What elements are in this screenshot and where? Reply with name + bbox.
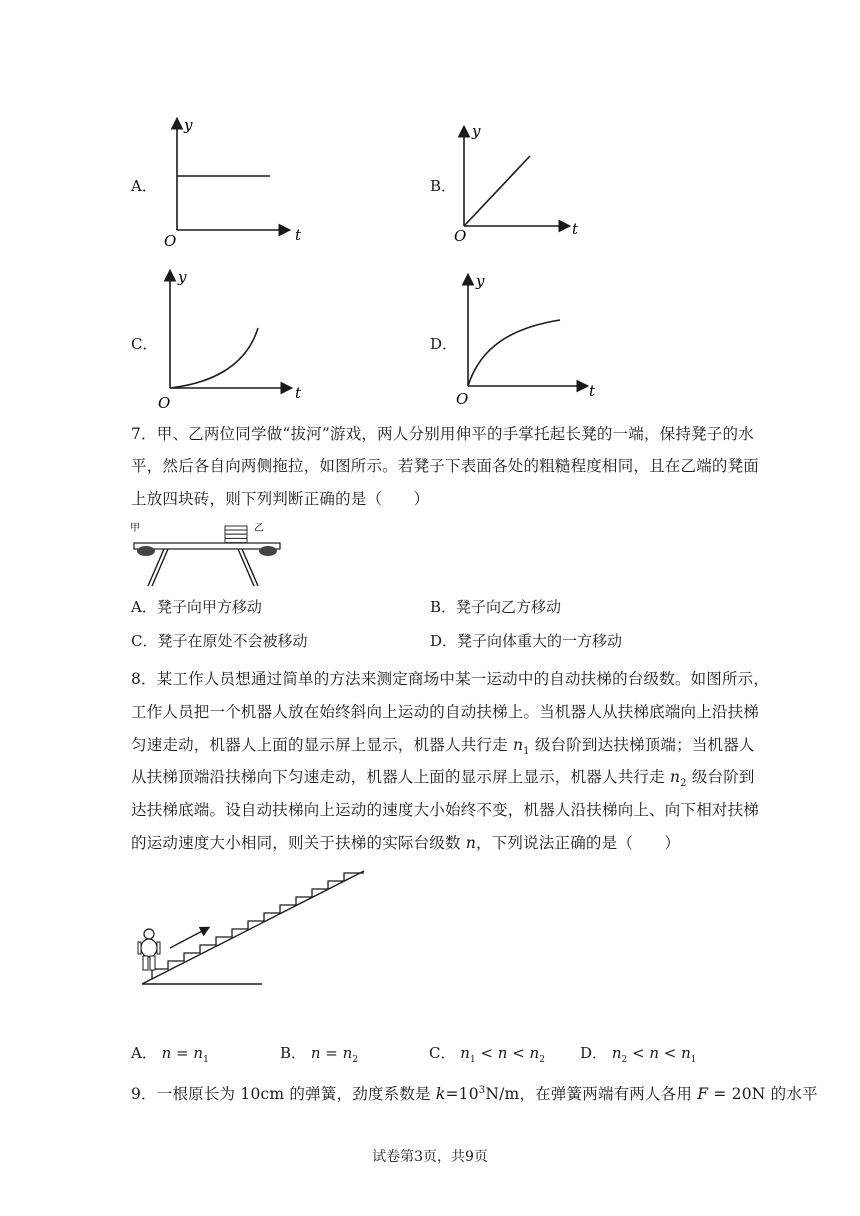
y-label: y — [178, 268, 187, 286]
q7-line-1: 7．甲、乙两位同学做“拔河”游戏，两人分别用伸平的手掌托起长凳的一端，保持凳子的水 — [131, 425, 754, 443]
hand-right — [259, 546, 277, 556]
q7-option-b: B．凳子向乙方移动 — [430, 598, 562, 616]
graph-line — [464, 156, 530, 226]
q7-option-c: C．凳子在原处不会被移动 — [131, 632, 308, 650]
brick — [225, 526, 247, 530]
y-label: y — [476, 272, 485, 290]
graph-d — [450, 268, 610, 412]
brick — [225, 534, 247, 538]
origin-label: O — [456, 390, 469, 408]
q8-option-b: B． $n = n_2$ — [280, 1044, 358, 1065]
q8-line-2: 工作人员把一个机器人放在始终斜向上运动的自动扶梯上。当机器人从扶梯底端向上沿扶梯 — [131, 703, 760, 721]
bench-leg — [152, 549, 168, 586]
page-footer: 试卷第3页，共9页 — [372, 1149, 488, 1165]
yi-label: 乙 — [254, 523, 264, 534]
bench-leg — [238, 549, 254, 586]
bench-figure — [128, 520, 288, 590]
brick — [225, 530, 247, 534]
q9-line-1: 9．一根原长为 10cm 的弹簧，劲度系数是 $k=10^3N/m$，在弹簧两端有两人各用 F = 20N 的水平 — [131, 1085, 818, 1104]
q8-option-d: D． $n_2 < n < n_1$ — [580, 1044, 697, 1065]
y-label: y — [184, 116, 193, 134]
origin-label: O — [164, 232, 177, 247]
q8-option-c: C． $n_1 < n < n_2$ — [429, 1044, 545, 1065]
option-c-label: C． — [131, 335, 158, 353]
q8-line-1: 8．某工作人员想通过简单的方法来测定商场中某一运动中的自动扶梯的台级数。如图所示， — [131, 670, 770, 688]
t-label: t — [572, 220, 579, 238]
q7-line-3: 上放四块砖，则下列判断正确的是（ ） — [131, 490, 430, 508]
bench-top — [134, 543, 280, 549]
q8-line-6: 的运动速度大小相同，则关于扶梯的实际台级数 n，下列说法正确的是（ ） — [131, 834, 681, 852]
escalator-figure — [134, 866, 366, 990]
graph-curve — [468, 320, 560, 386]
hand-left — [137, 546, 155, 556]
q7-option-d: D．凳子向体重大的一方移动 — [430, 632, 623, 650]
t-label: t — [589, 382, 596, 400]
t-label: t — [295, 384, 302, 402]
graph-curve — [170, 328, 258, 388]
escalator-slope — [142, 871, 364, 984]
brick — [225, 538, 247, 542]
jia-label: 甲 — [130, 523, 140, 534]
q8-line-3: 匀速走动，机器人上面的显示屏上显示，机器人共行走 $n_1$ 级台阶到达扶梯顶端；当机器人 — [131, 736, 755, 758]
graph-b — [450, 122, 600, 247]
robot-icon — [138, 929, 160, 970]
option-d-label: D． — [430, 335, 458, 353]
t-label: t — [295, 226, 302, 244]
q8-line-5: 达扶梯底端。设自动扶梯向上运动的速度大小始终不变，机器人沿扶梯向上、向下相对扶梯 — [131, 801, 760, 819]
q8-line-4: 从扶梯顶端沿扶梯向下匀速走动，机器人上面的显示屏上显示，机器人共行走 $n_2$ 级台阶到 — [131, 768, 755, 790]
option-b-label: B． — [430, 177, 457, 195]
graph-a — [158, 112, 308, 247]
origin-label: O — [158, 394, 171, 412]
y-label: y — [472, 122, 481, 140]
origin-label: O — [454, 227, 467, 245]
q7-option-a: A．凳子向甲方移动 — [131, 598, 262, 616]
q8-option-a: A． $n = n_1$ — [131, 1044, 209, 1065]
bench-leg — [242, 549, 258, 586]
q7-line-2: 平，然后各自向两侧拖拉，如图所示。若凳子下表面各处的粗糙程度相同，且在乙端的凳面 — [131, 457, 760, 475]
graph-c — [150, 262, 310, 412]
option-a-label: A． — [131, 177, 157, 195]
